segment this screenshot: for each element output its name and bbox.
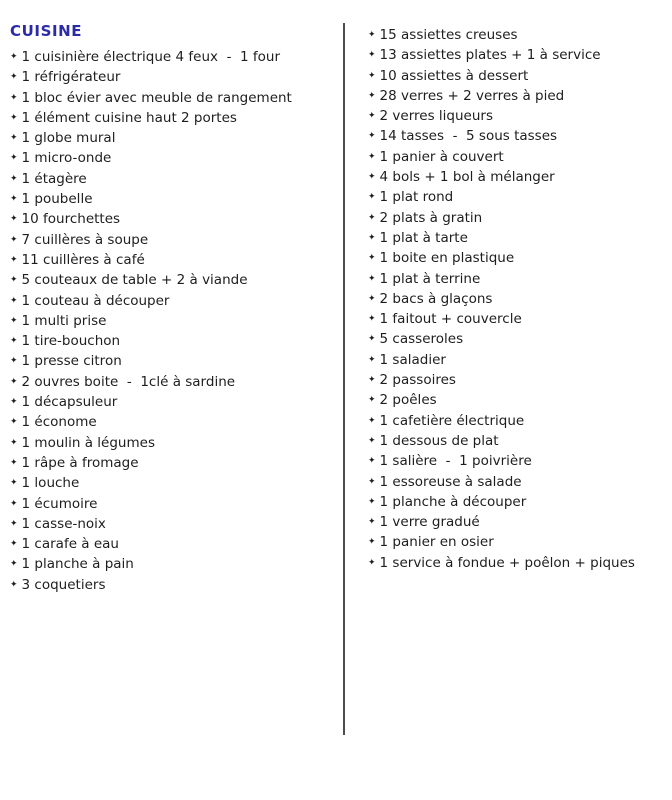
item-text: 1 salière - 1 poivrière — [379, 453, 532, 470]
list-item — [368, 512, 668, 532]
bullet-diamond-icon: ✦ — [368, 395, 376, 406]
bullet-diamond-icon: ✦ — [10, 336, 18, 347]
list-item — [368, 553, 668, 573]
item-text: 3 coquetiers — [21, 576, 106, 593]
item-text: 4 bols + 1 bol à mélanger — [379, 169, 555, 186]
list-item — [368, 309, 668, 329]
bullet-diamond-icon: ✦ — [10, 417, 18, 428]
item-text: 10 fourchettes — [21, 211, 121, 228]
item-text: 1 presse citron — [21, 353, 122, 370]
bullet-diamond-icon: ✦ — [368, 192, 376, 203]
item-text: 1 cuisinière électrique 4 feux - 1 four — [21, 49, 281, 65]
list-item — [368, 532, 668, 552]
list-item — [10, 47, 342, 67]
bullet-diamond-icon: ✦ — [368, 131, 376, 142]
list-item — [10, 108, 342, 128]
list-item — [10, 473, 342, 493]
bullet-diamond-icon: ✦ — [10, 356, 18, 367]
item-text: 1 globe mural — [21, 130, 116, 147]
item-text: 5 casseroles — [379, 331, 464, 348]
bullet-diamond-icon: ✦ — [10, 518, 18, 529]
bullet-diamond-icon: ✦ — [368, 50, 376, 61]
item-text: 1 moulin à légumes — [21, 434, 155, 451]
list-item — [368, 66, 668, 86]
item-text: 1 économe — [21, 414, 97, 431]
list-item — [368, 390, 668, 410]
item-text: 7 cuillères à soupe — [21, 231, 149, 248]
bullet-diamond-icon: ✦ — [10, 437, 18, 448]
bullet-diamond-icon: ✦ — [368, 375, 376, 386]
bullet-diamond-icon: ✦ — [10, 559, 18, 570]
list-item — [368, 187, 668, 207]
item-text: 28 verres + 2 verres à pied — [379, 87, 565, 104]
list-item — [10, 554, 342, 574]
list-item — [10, 148, 342, 168]
bullet-diamond-icon: ✦ — [10, 153, 18, 164]
item-text: 1 panier en osier — [379, 534, 494, 551]
item-text: 1 micro-onde — [21, 150, 112, 167]
item-text: 14 tasses - 5 sous tasses — [379, 128, 558, 145]
list-item — [368, 472, 668, 492]
bullet-diamond-icon: ✦ — [368, 212, 376, 223]
bullet-diamond-icon: ✦ — [368, 557, 376, 568]
item-text: 1 plat à terrine — [379, 270, 481, 287]
bullet-diamond-icon: ✦ — [10, 234, 18, 245]
item-text: 1 dessous de plat — [379, 432, 499, 449]
list-item — [10, 128, 342, 148]
bullet-diamond-icon: ✦ — [10, 315, 18, 326]
bullet-diamond-icon: ✦ — [10, 133, 18, 144]
bullet-diamond-icon: ✦ — [10, 194, 18, 205]
list-item — [10, 372, 342, 392]
list-item — [368, 86, 668, 106]
list-item — [10, 433, 342, 453]
bullet-diamond-icon: ✦ — [368, 415, 376, 426]
bullet-diamond-icon: ✦ — [368, 354, 376, 365]
list-item — [10, 534, 342, 554]
bullet-diamond-icon: ✦ — [368, 90, 376, 101]
item-text: 2 poêles — [379, 392, 437, 409]
bullet-diamond-icon: ✦ — [10, 72, 18, 83]
item-text: 1 réfrigérateur — [21, 69, 121, 86]
item-text: 1 poubelle — [21, 191, 93, 208]
item-text: 1 plat à tarte — [379, 229, 468, 246]
list-item — [10, 514, 342, 534]
bullet-diamond-icon: ✦ — [10, 397, 18, 408]
item-text: 2 passoires — [379, 372, 456, 389]
list-item — [10, 230, 342, 250]
list-item — [368, 106, 668, 126]
bullet-diamond-icon: ✦ — [10, 214, 18, 225]
item-text: 1 plat rond — [379, 189, 454, 206]
list-item — [10, 331, 342, 351]
bullet-diamond-icon: ✦ — [368, 30, 376, 40]
list-item — [10, 209, 342, 229]
column-divider — [343, 23, 345, 735]
item-text: 13 assiettes plates + 1 à service — [379, 47, 601, 64]
item-text: 11 cuillères à café — [21, 251, 145, 268]
item-text: 1 couteau à découper — [21, 292, 170, 309]
list-item — [368, 248, 668, 268]
item-text: 1 verre gradué — [379, 514, 480, 531]
list-item — [10, 412, 342, 432]
list-item — [368, 492, 668, 512]
item-text: 5 couteaux de table + 2 à viande — [21, 272, 248, 289]
bullet-diamond-icon: ✦ — [10, 173, 18, 184]
right-item-list — [368, 25, 668, 573]
bullet-diamond-icon: ✦ — [368, 314, 376, 325]
item-text: 1 planche à pain — [21, 556, 134, 573]
bullet-diamond-icon: ✦ — [368, 111, 376, 122]
bullet-diamond-icon: ✦ — [368, 476, 376, 487]
item-text: 1 panier à couvert — [379, 148, 504, 165]
item-text: 2 plats à gratin — [379, 209, 483, 226]
right-column — [368, 25, 668, 573]
item-text: 1 casse-noix — [21, 515, 106, 532]
bullet-diamond-icon: ✦ — [368, 151, 376, 162]
list-item — [368, 431, 668, 451]
item-text: 15 assiettes creuses — [379, 27, 518, 43]
item-text: 1 écumoire — [21, 495, 98, 512]
bullet-diamond-icon: ✦ — [368, 232, 376, 243]
bullet-diamond-icon: ✦ — [368, 70, 376, 81]
list-item — [10, 311, 342, 331]
item-text: 1 boite en plastique — [379, 250, 515, 267]
list-item — [368, 167, 668, 187]
left-column — [10, 21, 342, 595]
bullet-diamond-icon: ✦ — [368, 517, 376, 528]
bullet-diamond-icon: ✦ — [368, 496, 376, 507]
list-item — [10, 169, 342, 189]
bullet-diamond-icon: ✦ — [10, 579, 18, 590]
list-item — [368, 45, 668, 65]
bullet-diamond-icon: ✦ — [10, 112, 18, 123]
list-item — [10, 88, 342, 108]
list-item — [368, 147, 668, 167]
list-item — [10, 250, 342, 270]
list-item — [368, 329, 668, 349]
list-item — [368, 126, 668, 146]
list-item — [10, 453, 342, 473]
list-item — [10, 67, 342, 87]
list-item — [10, 291, 342, 311]
bullet-diamond-icon: ✦ — [368, 293, 376, 304]
left-item-list — [10, 47, 342, 595]
bullet-diamond-icon: ✦ — [10, 498, 18, 509]
item-text: 1 tire-bouchon — [21, 333, 121, 350]
item-text: 1 planche à découper — [379, 493, 527, 510]
item-text: 10 assiettes à dessert — [379, 67, 529, 84]
page-title: CUISINE — [10, 22, 83, 40]
item-text: 1 multi prise — [21, 312, 107, 329]
item-text: 1 bloc évier avec meuble de rangement — [21, 89, 292, 106]
list-item — [368, 25, 668, 45]
item-text: 1 cafetière électrique — [379, 412, 525, 429]
list-item — [368, 289, 668, 309]
bullet-diamond-icon: ✦ — [10, 254, 18, 265]
bullet-diamond-icon: ✦ — [368, 537, 376, 548]
bullet-diamond-icon: ✦ — [368, 273, 376, 284]
list-item — [10, 189, 342, 209]
bullet-diamond-icon: ✦ — [10, 457, 18, 468]
bullet-diamond-icon: ✦ — [10, 92, 18, 103]
item-text: 1 élément cuisine haut 2 portes — [21, 109, 237, 126]
item-text: 1 faitout + couvercle — [379, 311, 522, 328]
bullet-diamond-icon: ✦ — [368, 435, 376, 446]
list-item — [368, 208, 668, 228]
item-text: 2 ouvres boite - 1clé à sardine — [21, 373, 236, 390]
list-item — [368, 451, 668, 471]
bullet-diamond-icon: ✦ — [368, 334, 376, 345]
item-text: 2 bacs à glaçons — [379, 290, 493, 307]
bullet-diamond-icon: ✦ — [10, 478, 18, 489]
list-item — [368, 269, 668, 289]
item-text: 2 verres liqueurs — [379, 108, 493, 125]
bullet-diamond-icon: ✦ — [10, 52, 18, 62]
list-item — [10, 270, 342, 290]
item-text: 1 carafe à eau — [21, 536, 119, 553]
bullet-diamond-icon: ✦ — [10, 539, 18, 550]
item-text: 1 étagère — [21, 170, 87, 187]
list-item — [368, 411, 668, 431]
item-text: 1 décapsuleur — [21, 394, 118, 411]
list-item — [10, 351, 342, 371]
bullet-diamond-icon: ✦ — [368, 253, 376, 264]
list-item — [10, 494, 342, 514]
item-text: 1 essoreuse à salade — [379, 473, 522, 490]
bullet-diamond-icon: ✦ — [10, 275, 18, 286]
list-item — [368, 228, 668, 248]
list-item — [10, 392, 342, 412]
bullet-diamond-icon: ✦ — [10, 376, 18, 387]
bullet-diamond-icon: ✦ — [368, 172, 376, 183]
item-text: 1 service à fondue + poêlon + piques — [379, 554, 635, 571]
list-item — [368, 370, 668, 390]
bullet-diamond-icon: ✦ — [368, 456, 376, 467]
bullet-diamond-icon: ✦ — [10, 295, 18, 306]
list-item — [368, 350, 668, 370]
list-item — [10, 575, 342, 595]
item-text: 1 louche — [21, 475, 80, 492]
item-text: 1 râpe à fromage — [21, 454, 139, 471]
item-text: 1 saladier — [379, 351, 446, 368]
